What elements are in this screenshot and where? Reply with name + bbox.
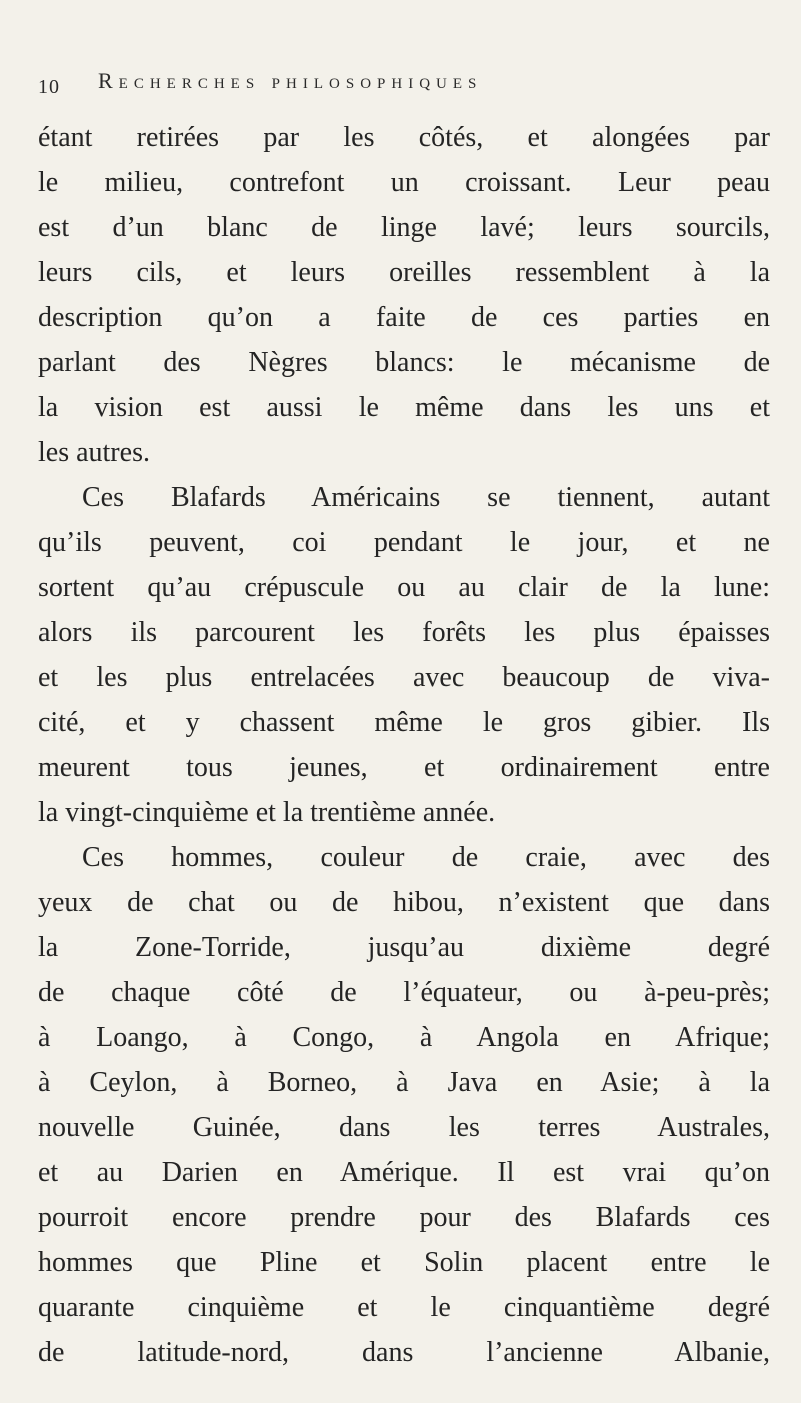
text-line: hommes que Pline et Solin placent entre le [38,1247,770,1278]
page-number: 10 [38,76,60,98]
text-line: la Zone-Torride, jusqu’au dixième degré [38,932,770,963]
text-line: et au Darien en Amérique. Il est vrai qu’on [38,1157,770,1188]
text-line: la vingt-cinquième et la trentième année. [38,797,496,828]
text-line: et les plus entrelacées avec beaucoup de viva- [38,662,770,693]
page-header [38,68,783,104]
text-line: étant retirées par les côtés, et alongées par [38,122,770,153]
text-line: qu’ils peuvent, coi pendant le jour, et ne [38,527,770,558]
text-line: le milieu, contrefont un croissant. Leur peau [38,167,770,198]
running-title: Recherches philosophiques [98,68,483,93]
text-line: à Ceylon, à Borneo, à Java en Asie; à la [38,1067,770,1098]
body-text [38,115,770,1375]
text-line: de chaque côté de l’équateur, ou à-peu-près; [38,977,770,1008]
text-line: pourroit encore prendre pour des Blafards ces [38,1202,770,1233]
text-line: leurs cils, et leurs oreilles ressemblent à la [38,257,770,288]
text-line: parlant des Nègres blancs: le mécanisme de [38,347,770,378]
text-line: les autres. [38,437,150,468]
text-line: meurent tous jeunes, et ordinairement entre [38,752,770,783]
text-line: alors ils parcourent les forêts les plus épaisses [38,617,770,648]
text-line: nouvelle Guinée, dans les terres Australes, [38,1112,770,1143]
text-line: la vision est aussi le même dans les uns et [38,392,770,423]
text-line: description qu’on a faite de ces parties en [38,302,770,333]
text-line: quarante cinquième et le cinquantième degré [38,1292,770,1323]
text-line: de latitude-nord, dans l’ancienne Albanie, [38,1337,770,1368]
text-line: est d’un blanc de linge lavé; leurs sourcils, [38,212,770,243]
text-line: Ces Blafards Américains se tiennent, autant [82,482,770,513]
text-line: à Loango, à Congo, à Angola en Afrique; [38,1022,770,1053]
text-line: sortent qu’au crépuscule ou au clair de la lune: [38,572,770,603]
text-line: Ces hommes, couleur de craie, avec des [82,842,770,873]
text-line: cité, et y chassent même le gros gibier. Ils [38,707,770,738]
text-line: yeux de chat ou de hibou, n’existent que dans [38,887,770,918]
